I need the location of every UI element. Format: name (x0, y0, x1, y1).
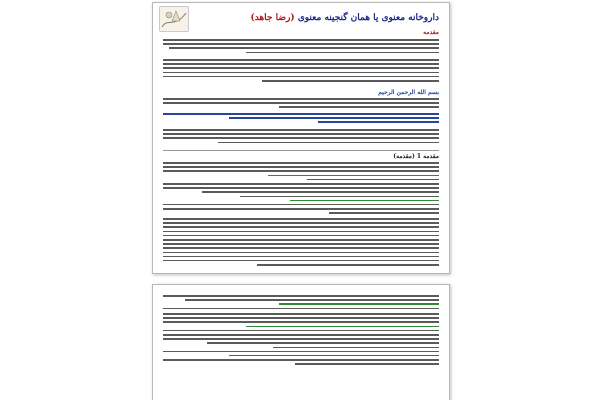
page2-paragraph-2 (163, 313, 439, 367)
page2-paragraph-1 (163, 295, 439, 312)
paragraph-4 (163, 129, 439, 146)
document-title (250, 13, 439, 23)
document-page-2 (152, 284, 450, 400)
illustrated-logo-icon (159, 6, 189, 32)
section-divider (163, 150, 439, 151)
title-main: داروخانه معنوی یا همان گنجینه معنوی (297, 13, 439, 23)
paragraph-6 (163, 218, 439, 268)
part1-heading: مقدمه 1 (مقدمه) (393, 153, 439, 160)
intro-heading: مقدمه (423, 29, 439, 36)
paragraph-3 (163, 98, 439, 111)
paragraph-2 (163, 59, 439, 84)
document-page-1 (152, 2, 450, 274)
basmala-heading: بسم الله الرحمن الرحيم (378, 89, 439, 96)
paragraph-5 (163, 162, 439, 216)
title-author: (رضا جاهد) (250, 13, 295, 23)
verse-block-1 (163, 113, 439, 126)
intro-paragraph (163, 39, 439, 56)
